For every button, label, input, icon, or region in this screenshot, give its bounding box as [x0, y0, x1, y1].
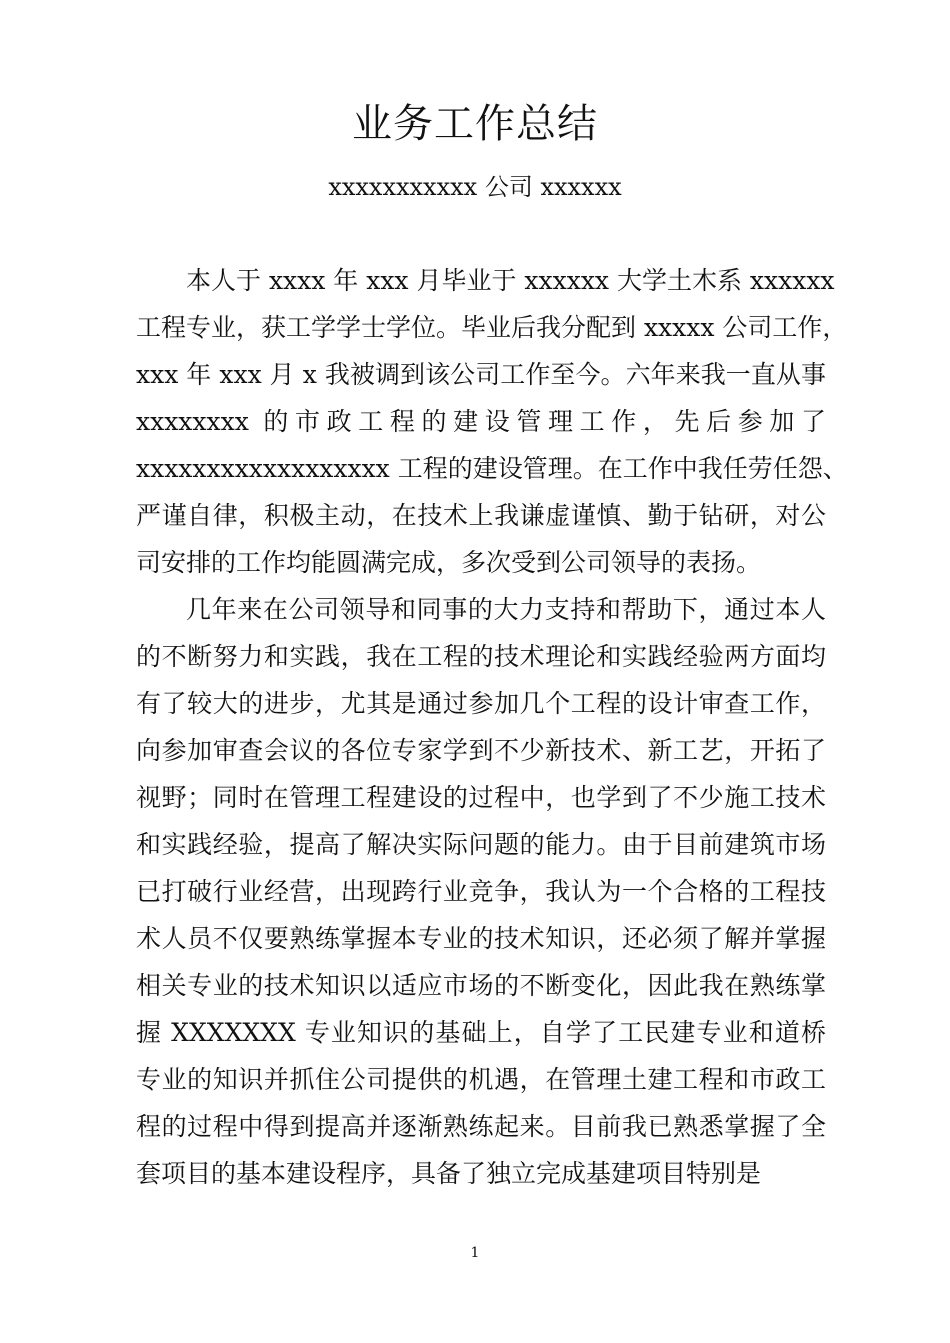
paragraph-line: 的不断努力和实践，我在工程的技术理论和实践经验两方面均 [136, 642, 826, 671]
paragraph-line: 司安排的工作均能圆满完成，多次受到公司领导的表扬。 [136, 548, 762, 577]
paragraph-line: 术人员不仅要熟练掌握本专业的技术知识，还必须了解并掌握 [136, 924, 826, 953]
paragraph-line: 有了较大的进步，尤其是通过参加几个工程的设计审查工作， [136, 689, 826, 718]
paragraph-line: xxxxxxxxxxxxxxxxxx 工程的建设管理。在工作中我任劳任怨、 [136, 454, 848, 483]
document-title: 业务工作总结 [352, 101, 598, 147]
paragraph-line: 相关专业的技术知识以适应市场的不断变化，因此我在熟练掌 [136, 971, 826, 1000]
paragraph-line: 套项目的基本建设程序，具备了独立完成基建项目特别是 [136, 1159, 762, 1188]
paragraph-line: 专业的知识并抓住公司提供的机遇，在管理土建工程和市政工 [136, 1065, 826, 1094]
paragraph-line: 严谨自律，积极主动，在技术上我谦虚谨慎、勤于钻研，对公 [136, 501, 826, 530]
paragraph-line: 已打破行业经营，出现跨行业竞争，我认为一个合格的工程技 [136, 877, 826, 906]
paragraph-line: 本人于 xxxx 年 xxx 月毕业于 xxxxxx 大学土木系 xxxxxx [186, 266, 835, 295]
paragraph-line: 程的过程中得到提高并逐渐熟练起来。目前我已熟悉掌握了全 [136, 1112, 826, 1141]
paragraph-line: 向参加审查会议的各位专家学到不少新技术、新工艺，开拓了 [136, 736, 826, 765]
paragraph-line: 工程专业，获工学学士学位。毕业后我分配到 xxxxx 公司工作， [136, 313, 848, 342]
document-subtitle: xxxxxxxxxxx 公司 xxxxxx [328, 173, 622, 201]
paragraph-line: xxx 年 xxx 月 x 我被调到该公司工作至今。六年来我一直从事 [136, 360, 826, 389]
paragraph-line: 和实践经验，提高了解决实际问题的能力。由于目前建筑市场 [136, 830, 826, 859]
paragraph-line: 几年来在公司领导和同事的大力支持和帮助下，通过本人 [186, 595, 826, 624]
paragraph-line: 视野；同时在管理工程建设的过程中，也学到了不少施工技术 [136, 783, 826, 812]
page-number: 1 [470, 1245, 480, 1261]
paragraph-line: xxxxxxxx 的市政工程的建设管理工作，先后参加了 [136, 407, 826, 436]
paragraph-line: 握 XXXXXXX 专业知识的基础上，自学了工民建专业和道桥 [136, 1018, 826, 1047]
